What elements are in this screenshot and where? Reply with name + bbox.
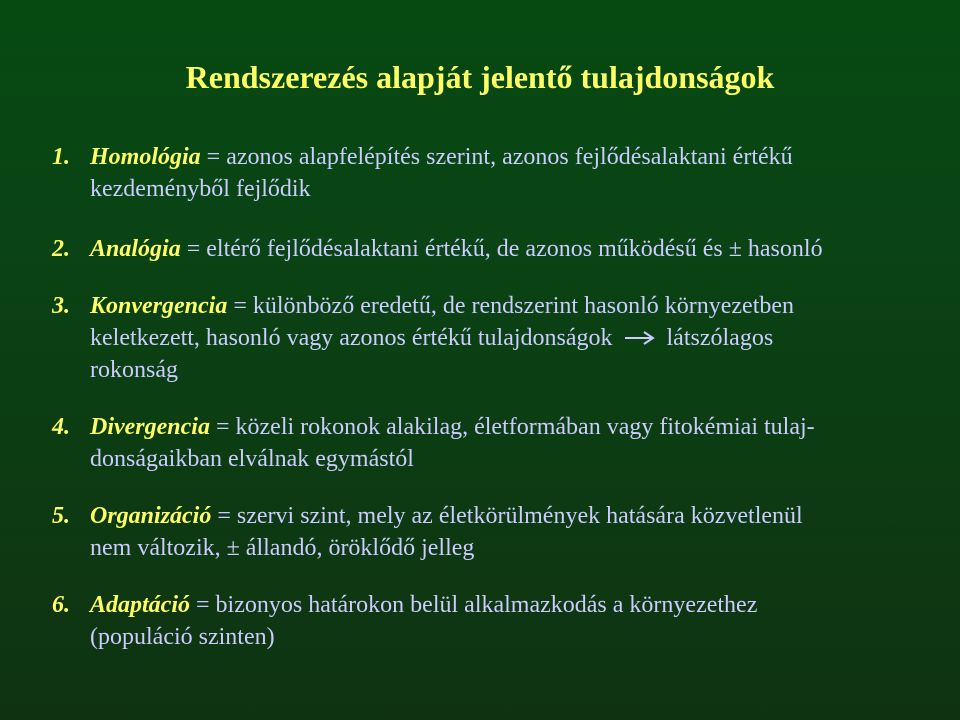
definition-text: közeli rokonok alakilag, életformában vagy fitokémiai tulaj-: [235, 414, 815, 440]
definition-line: [90, 589, 912, 621]
term-homologia: Homológia: [90, 144, 201, 170]
definition-item-homologia: [52, 141, 912, 205]
definition-line: [90, 141, 912, 173]
item-number: 6.: [52, 592, 70, 618]
definition-text: azonos alapfelépítés szerint, azonos fejlődésalaktani értékű: [226, 144, 793, 170]
equals-sign: =: [215, 414, 230, 440]
term-analogia: Analógia: [90, 236, 181, 262]
item-number: 5.: [52, 503, 70, 529]
term-adaptacio: Adaptáció: [90, 592, 190, 618]
equals-sign: =: [217, 503, 231, 529]
item-number: 1.: [52, 144, 70, 170]
term-divergencia: Divergencia: [90, 414, 210, 440]
equals-sign: =: [196, 592, 210, 618]
term-organizacio: Organizáció: [90, 503, 212, 529]
definition-line: [90, 322, 912, 354]
equals-sign: =: [186, 236, 201, 262]
definition-line: (populáció szinten): [90, 624, 275, 650]
slide-title: Rendszerezés alapját jelentő tulajdonságok: [185, 59, 775, 95]
definition-line: [90, 233, 912, 265]
right-arrow-icon: [623, 328, 657, 348]
definition-text: bizonyos határokon belül alkalmazkodás a környezethez: [215, 592, 758, 618]
definition-line: [90, 500, 912, 532]
equals-sign: =: [206, 144, 221, 170]
definition-text: keletkezett, hasonló vagy azonos értékű tulajdonságok: [90, 325, 613, 351]
definition-text: különböző eredetű, de rendszerint hasonló környezetben: [252, 293, 795, 319]
definition-item-organizacio: [52, 500, 912, 564]
definition-item-adaptacio: [52, 589, 912, 653]
definition-line: nem változik, ± állandó, öröklődő jelleg: [90, 535, 475, 561]
definition-item-analogia: [52, 233, 912, 265]
definition-line: [90, 411, 912, 443]
definition-text: eltérő fejlődésalaktani értékű, de azonos működésű és ± hasonló: [206, 236, 823, 262]
definition-line: rokonság: [90, 357, 178, 383]
definition-item-divergencia: [52, 411, 912, 475]
item-number: 4.: [52, 414, 70, 440]
definition-line: kezdeményből fejlődik: [90, 176, 311, 202]
definition-text: látszólagos: [666, 325, 774, 351]
definition-item-konvergencia: [52, 290, 912, 386]
item-number: 3.: [52, 293, 70, 319]
term-konvergencia: Konvergencia: [90, 293, 228, 319]
equals-sign: =: [233, 293, 247, 319]
definition-text: szervi szint, mely az életkörülmények hatására közvetlenül: [236, 503, 803, 529]
item-number: 2.: [52, 236, 70, 262]
definition-line: [90, 290, 912, 322]
definition-line: donságaikban elválnak egymástól: [90, 446, 414, 472]
